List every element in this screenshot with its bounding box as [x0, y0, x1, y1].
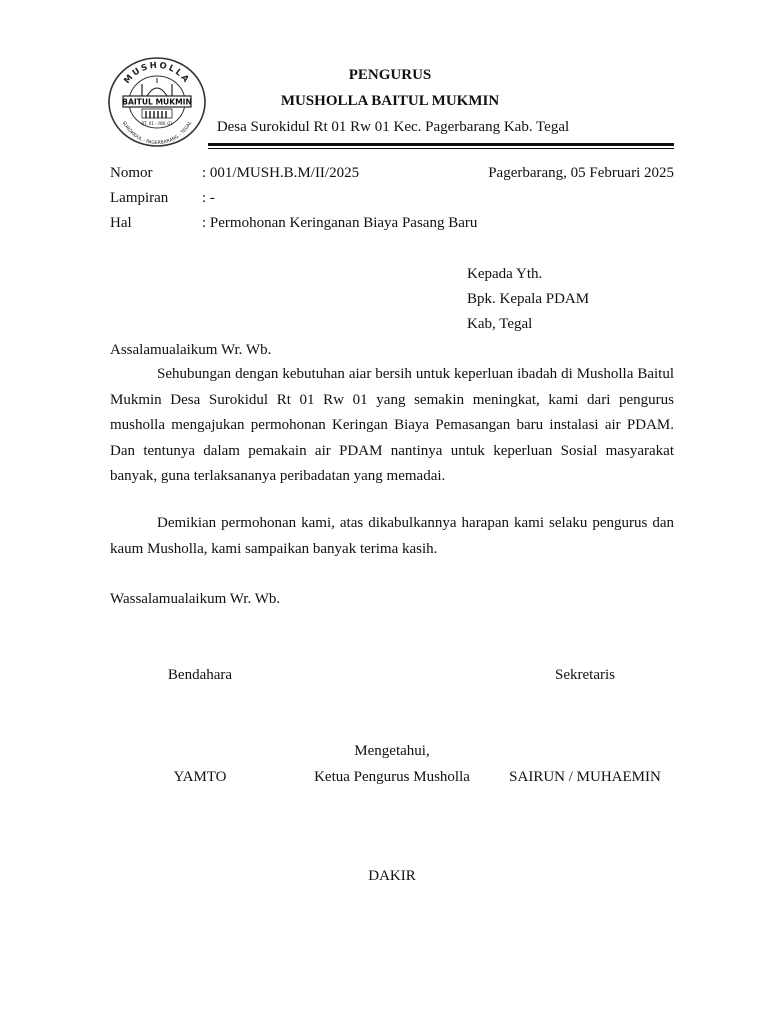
letterhead-rule-thin — [208, 148, 674, 149]
sekretaris-title: Sekretaris — [555, 667, 615, 683]
letterhead-address: Desa Surokidul Rt 01 Rw 01 Kec. Pagerbarang Kab. Tegal — [216, 119, 570, 135]
hal-label: Hal — [110, 215, 132, 231]
recipient-line-2: Bpk. Kepala PDAM — [467, 291, 590, 307]
bendahara-name: YAMTO — [173, 769, 227, 785]
letterhead-rule-thick — [208, 143, 674, 146]
letterhead-org-name: MUSHOLLA BAITUL MUKMIN — [280, 93, 500, 109]
seal-name-text: BAITUL MUKMIN — [122, 97, 192, 107]
lampiran-value: : - — [202, 190, 215, 206]
nomor-label: Nomor — [110, 165, 153, 181]
closing: Wassalamualaikum Wr. Wb. — [110, 591, 281, 607]
mengetahui-label: Mengetahui, — [354, 743, 430, 759]
bendahara-title: Bendahara — [167, 667, 233, 683]
ketua-title: Ketua Pengurus Musholla — [314, 769, 470, 785]
recipient-line-1: Kepada Yth. — [467, 266, 543, 282]
body-paragraph-1 — [110, 362, 674, 490]
greeting: Assalamualaikum Wr. Wb. — [110, 342, 272, 358]
lampiran-label: Lampiran — [110, 190, 169, 206]
recipient-line-3: Kab, Tegal — [467, 316, 533, 332]
seal-arc-bottom-text: SUROKIDUL - PAGERBARANG - TEGAL — [120, 120, 194, 147]
hal-value: : Permohonan Keringanan Biaya Pasang Baru — [202, 215, 478, 231]
seal-rtrw-text: RT. 01 - RW. 01 — [141, 121, 173, 126]
body-paragraph-1-text: Sehubungan dengan kebutuhan aiar bersih untuk keperluan ibadah di Musholla Baitul Mukmin Desa Surokidul Rt 01 Rw 01 yang semakin meningkat, kami dari pengurus musholla mengajukan permohonan Keringan Biaya Pemasangan baru instalasi air PDAM. Dan tentunya dalam pemakain air PDAM nantinya untuk keperluan Sosial masyarakat banyak, guna terlaksananya peribadatan yang memadai. — [110, 366, 674, 484]
musholla-seal-logo — [106, 56, 208, 148]
sekretaris-name: SAIRUN / MUHAEMIN — [509, 769, 661, 785]
ketua-name: DAKIR — [368, 868, 416, 884]
letterhead-title: PENGURUS — [348, 67, 432, 83]
place-date: Pagerbarang, 05 Februari 2025 — [488, 165, 674, 181]
nomor-value: : 001/MUSH.B.M/II/2025 — [202, 165, 360, 181]
body-paragraph-2 — [110, 511, 674, 562]
seal-arc-top-text: MUSHOLLA — [122, 60, 192, 86]
body-paragraph-2-text: Demikian permohonan kami, atas dikabulkannya harapan kami selaku pengurus dan kaum Musholla, kami sampaikan banyak terima kasih. — [110, 515, 674, 557]
